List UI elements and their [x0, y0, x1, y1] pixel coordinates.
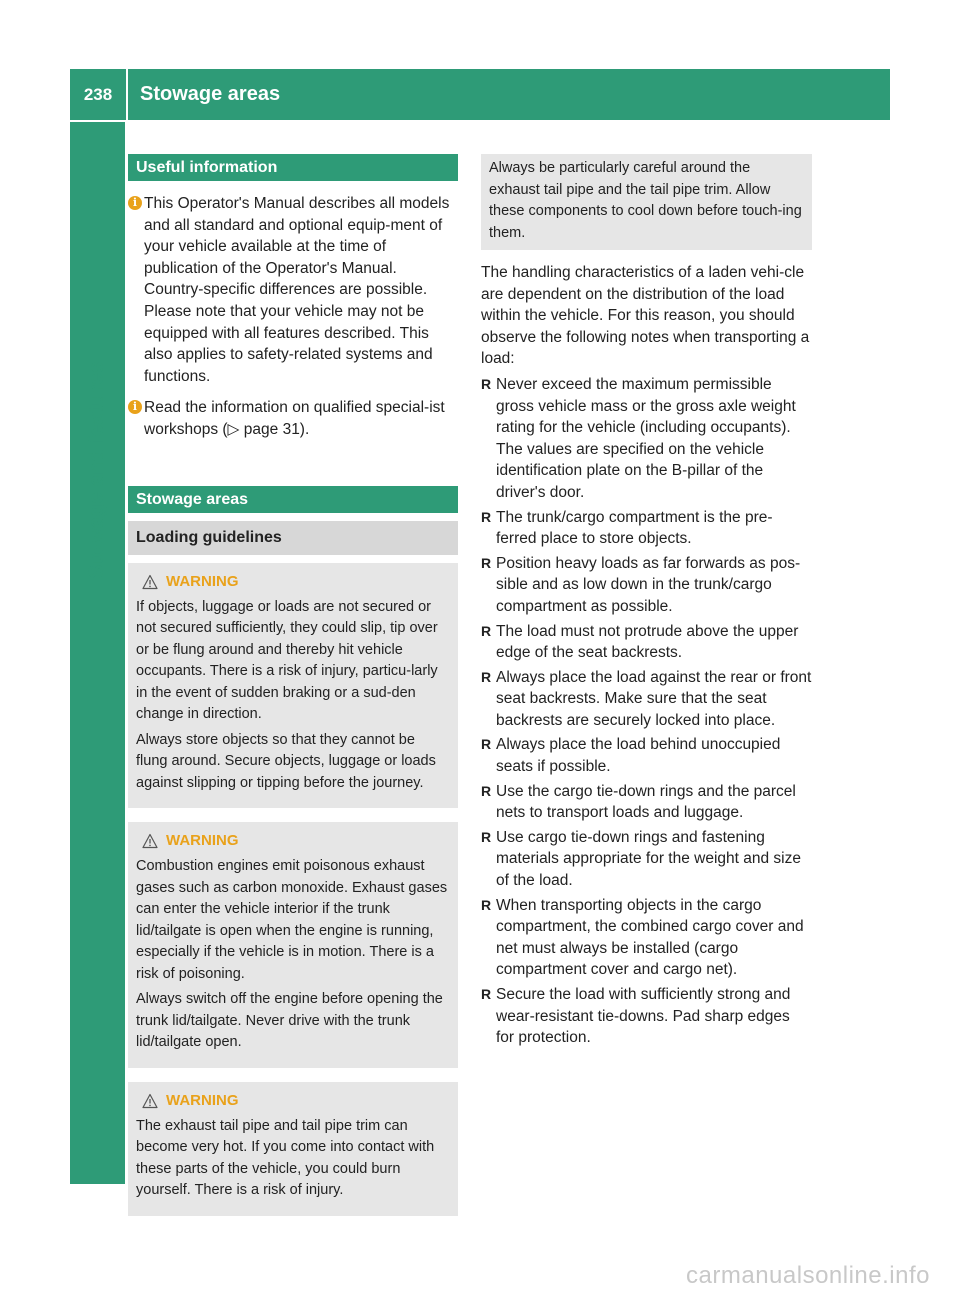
list-item	[481, 507, 812, 550]
intro-paragraph: The handling characteristics of a laden vehi-cle are dependent on the distribution of the load within the vehicle. For this reason, you should observe the following notes when transporting a load:	[481, 264, 810, 368]
bullet-text: The load must not protrude above the upper edge of the seat backrests.	[496, 622, 799, 662]
list-item	[481, 895, 812, 981]
warning-label: WARNING	[166, 572, 239, 590]
warning-header	[136, 830, 450, 852]
subsection-heading: Loading guidelines	[128, 521, 458, 555]
bullet-text: Never exceed the maximum permissible gross vehicle mass or the gross axle weight rating for the vehicle (including occupants). The values are specified on the vehicle identification plate on the B-pillar of the driver's door.	[496, 375, 796, 501]
warning-header	[136, 1090, 450, 1112]
info-item	[128, 193, 458, 387]
chapter-tab	[70, 122, 125, 1184]
bullet-icon: R	[481, 782, 492, 799]
list-item	[481, 984, 812, 1049]
header-divider	[126, 69, 128, 120]
bullet-text: Secure the load with sufficiently strong and wear-resistant tie-downs. Pad sharp edges for protection.	[496, 986, 791, 1047]
bullet-text: When transporting objects in the cargo compartment, the combined cargo cover and net must always be installed (cargo compartment cover and cargo net).	[496, 896, 804, 979]
watermark: carmanualsonline.info	[686, 1262, 930, 1289]
bullet-icon: R	[481, 622, 492, 639]
bullet-icon: R	[481, 668, 492, 685]
warning-label: WARNING	[166, 1091, 239, 1109]
warning-text: Always store objects so that they cannot be flung around. Secure objects, luggage or loads against slipping or tipping before the journey.	[136, 731, 436, 791]
bullet-text: Use cargo tie-down rings and fastening materials appropriate for the weight and size of the load.	[496, 828, 801, 890]
caution-box	[481, 154, 812, 250]
warning-label: WARNING	[166, 832, 239, 850]
section-heading: Stowage areas	[128, 486, 458, 513]
bullet-icon: R	[481, 828, 492, 845]
list-item	[481, 827, 812, 892]
bullet-icon: R	[481, 736, 492, 753]
left-column	[128, 154, 458, 1216]
right-column	[481, 154, 812, 1052]
warning-text: The exhaust tail pipe and tail pipe trim can become very hot. If you come into contact with these parts of the vehicle, you could burn yourself. There is a risk of injury.	[136, 1117, 435, 1199]
warning-triangle-icon	[142, 833, 158, 849]
list-item	[481, 621, 812, 664]
warning-text: If objects, luggage or loads are not secured or not secured sufficiently, they could slip, tip over or be flung around and thereby hit vehicle occupants. There is a risk of injury, particu-larly in the event of sudden braking or a sud-den change in direction.	[136, 598, 438, 723]
info-item	[128, 397, 458, 440]
bullet-text: Always place the load against the rear or front seat backrests. Make sure that the seat backrests are securely locked into place.	[496, 668, 812, 729]
chapter-label: Stowage and features	[85, 361, 108, 579]
page-title: Stowage areas	[140, 83, 281, 105]
list-item	[481, 667, 812, 732]
warning-text: Combustion engines emit poisonous exhaust gases such as carbon monoxide. Exhaust gases can enter the vehicle interior if the trunk lid/tailgate is open when the engine is running, especially if the vehicle is in motion. There is a risk of poisoning.	[136, 858, 448, 982]
info-icon: i	[128, 400, 142, 414]
warning-text: Always switch off the engine before opening the trunk lid/tailgate. Never drive with the trunk lid/tailgate open.	[136, 991, 443, 1051]
info-text: This Operator's Manual describes all models and all standard and optional equip-ment of your vehicle available at the time of publication of the Operator's Manual. Country-specific differences are possible. Please note that your vehicle may not be equipped with all features described. This also applies to safety-related systems and functions.	[144, 195, 450, 385]
list-item	[481, 781, 812, 824]
bullet-icon: R	[481, 986, 492, 1002]
useful-info-heading: Useful information	[128, 154, 458, 181]
info-text: Read the information on qualified special-ist workshops (▷ page 31).	[144, 399, 445, 438]
warning-triangle-icon	[142, 1093, 158, 1109]
warning-triangle-icon	[142, 574, 158, 590]
bullet-text: Position heavy loads as far forwards as pos-sible and as low down in the trunk/cargo compartment as possible.	[496, 554, 801, 615]
warning-header	[136, 571, 450, 593]
bullet-icon: R	[481, 554, 492, 571]
info-icon: i	[128, 196, 142, 210]
bullet-icon: R	[481, 375, 492, 392]
bullet-text: Always place the load behind unoccupied seats if possible.	[496, 736, 781, 776]
bullet-icon: R	[481, 508, 492, 525]
warning-box	[128, 563, 458, 809]
bullet-text: Use the cargo tie-down rings and the parcel nets to transport loads and luggage.	[496, 782, 796, 822]
bullet-icon: R	[481, 896, 492, 913]
caution-text: Always be particularly careful around the exhaust tail pipe and the tail pipe trim. Allow these components to cool down before touch-ing them.	[489, 160, 802, 241]
list-item	[481, 734, 812, 777]
list-item	[481, 374, 812, 504]
list-item	[481, 553, 812, 618]
bullet-text: The trunk/cargo compartment is the pre-ferred place to store objects.	[496, 508, 773, 548]
bullet-list	[481, 374, 812, 1049]
warning-box	[128, 1082, 458, 1216]
page-number: 238	[83, 84, 113, 104]
warning-box	[128, 822, 458, 1068]
